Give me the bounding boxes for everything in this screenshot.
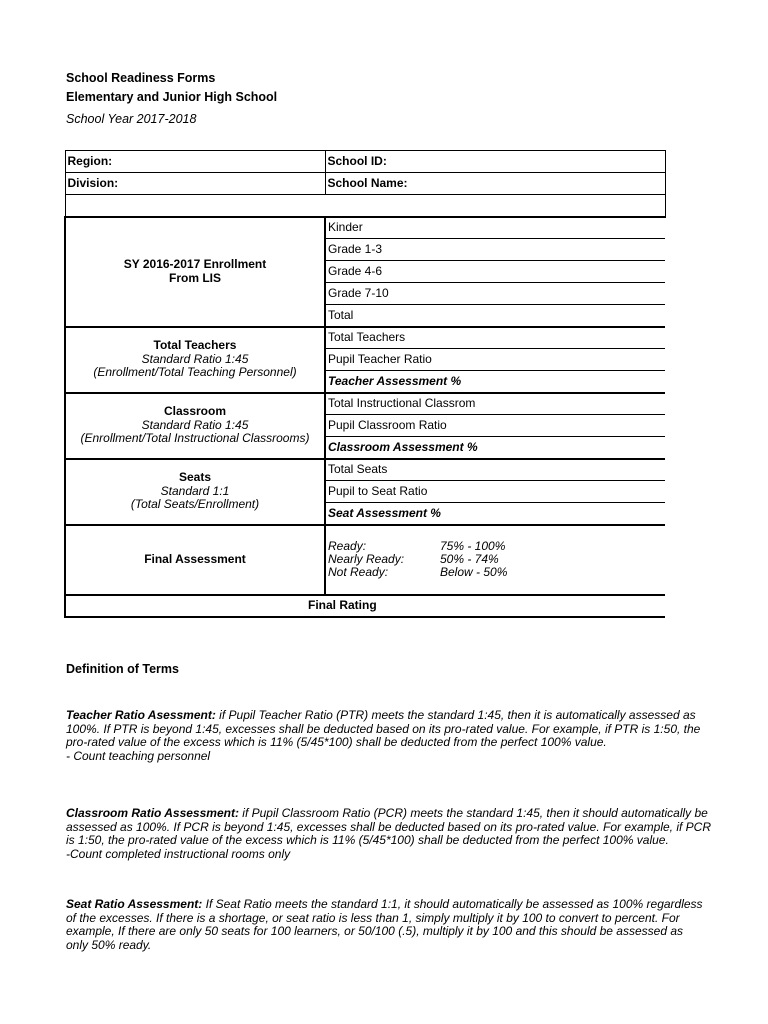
- classroom-item-ratio: Pupil Classroom Ratio: [325, 415, 665, 437]
- enrollment-item-grade-1-3: Grade 1-3: [325, 239, 665, 261]
- form-title: School Readiness Forms: [66, 71, 216, 85]
- teachers-label: Total Teachers Standard Ratio 1:45 (Enrollment/Total Teaching Personnel): [65, 327, 325, 393]
- scale-not-ready: Not Ready: Below - 50%: [328, 565, 508, 580]
- enrollment-item-kinder: Kinder: [325, 217, 665, 239]
- teachers-item-ratio: Pupil Teacher Ratio: [325, 349, 665, 371]
- seats-item-ratio: Pupil to Seat Ratio: [325, 481, 665, 503]
- enrollment-label: SY 2016-2017 Enrollment From LIS: [65, 217, 325, 327]
- classroom-item-assessment: Classroom Assessment %: [325, 437, 665, 459]
- enrollment-item-grade-4-6: Grade 4-6: [325, 261, 665, 283]
- school-id-label: School ID:: [325, 151, 665, 173]
- classroom-ratio-definition: Classroom Ratio Assessment: if Pupil Classroom Ratio (PCR) meets the standard 1:45, then it should automatically be assessed as 100%. If PCR is beyond 1:45, excesses shall be deducted based on its pro-rated value. For example, if PCR is 1:50, the pro-rated value of the excess which is 11% (5/45*100) shall be deducted from the perfect 100% value. -Count completed instructional rooms only: [66, 806, 712, 861]
- teacher-ratio-definition: Teacher Ratio Asessment: if Pupil Teacher Ratio (PTR) meets the standard 1:45, then it is automatically assessed as 100%. If PTR is beyond 1:45, excesses shall be deducted based on its pro-rated value. For example, if PTR is 1:50, the pro-rated value of the excess which is 11% (5/45*100) shall be deducted from the perfect 100% value. - Count teaching personnel: [66, 708, 701, 763]
- teachers-item-total: Total Teachers: [325, 327, 665, 349]
- seat-ratio-definition: Seat Ratio Assessment: If Seat Ratio meets the standard 1:1, it should automatically be assessed as 100% regardless of the excesses. If there is a shortage, or seat ratio is less than 1, simply multiply it by 100 to convert to percent. For example, If there are only 50 seats for 100 learners, or 50/100 (.5), multiply it by 100 and this should be assessed as only 50% ready.: [66, 897, 703, 952]
- final-rating-label: Final Rating: [65, 595, 665, 617]
- seats-label: Seats Standard 1:1 (Total Seats/Enrollment): [65, 459, 325, 525]
- form-subtitle: Elementary and Junior High School: [66, 90, 278, 104]
- final-assessment-scale: [325, 525, 665, 595]
- scale-ready: Ready: 75% - 100%: [328, 538, 506, 553]
- definitions-title: Definition of Terms: [66, 662, 179, 676]
- final-assessment-label: Final Assessment: [65, 525, 325, 595]
- seats-item-total: Total Seats: [325, 459, 665, 481]
- region-label: Region:: [65, 151, 325, 173]
- school-year: School Year 2017-2018: [66, 112, 197, 126]
- scale-nearly-ready: Nearly Ready: 50% - 74%: [328, 551, 499, 566]
- school-name-label: School Name:: [325, 173, 665, 195]
- readiness-form-table: [64, 150, 620, 618]
- division-label: Division:: [65, 173, 325, 195]
- classroom-label: Classroom Standard Ratio 1:45 (Enrollment/Total Instructional Classrooms): [65, 393, 325, 459]
- spacer-row: [65, 195, 665, 217]
- enrollment-item-grade-7-10: Grade 7-10: [325, 283, 665, 305]
- classroom-item-total: Total Instructional Classrom: [325, 393, 665, 415]
- teachers-item-assessment: Teacher Assessment %: [325, 371, 665, 393]
- enrollment-item-total: Total: [325, 305, 665, 327]
- seats-item-assessment: Seat Assessment %: [325, 503, 665, 525]
